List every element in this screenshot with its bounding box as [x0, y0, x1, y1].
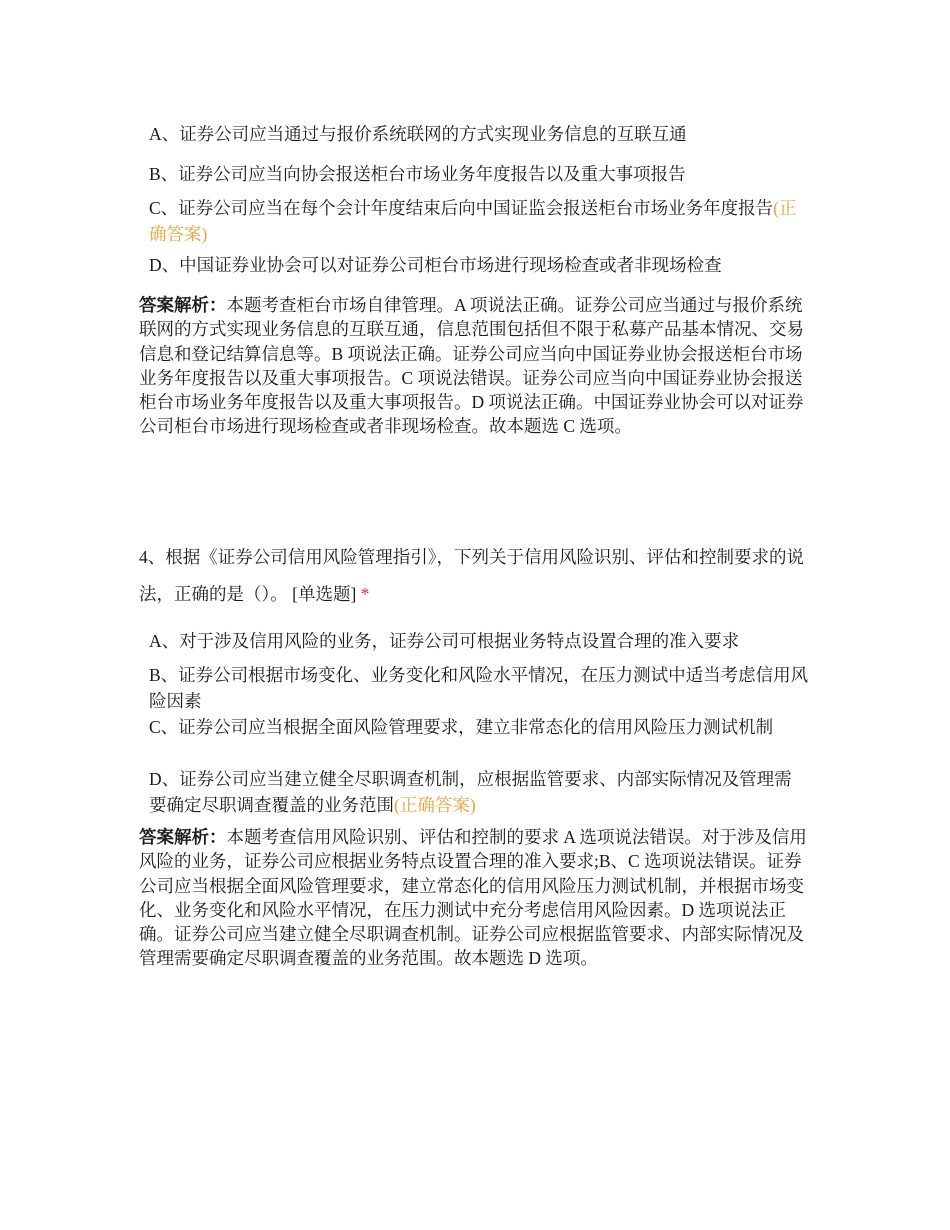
option-text: B、证券公司根据市场变化、业务变化和风险水平情况，在压力测试中适当考虑信用风险因素 — [149, 665, 809, 711]
option-text: A、证券公司应当通过与报价系统联网的方式实现业务信息的互联互通 — [149, 124, 687, 144]
q4-option-a[interactable] — [149, 628, 809, 654]
question-type: [单选题] — [292, 584, 357, 604]
q4-option-b[interactable] — [149, 662, 809, 714]
q3-option-a[interactable] — [149, 121, 809, 147]
required-mark: * — [360, 584, 370, 604]
analysis-text: 本题考查信用风险识别、评估和控制的要求 A 选项说法错误。对于涉及信用风险的业务，证券公司应根据业务特点设置合理的准入要求;B、C 选项说法错误。证券公司应当根据全面风险管理要求，建立常态化的信用风险压力测试机制，并根据市场变化、业务变化和风险水平情况，在压力测试中充分考虑信用风险因素。D 选项说法正确。证券公司应当建立健全尽职调查机制。证券公司应根据监管要求、内部实际情况及管理需要确定尽职调查覆盖的业务范围。故本题选 D 选项。 — [139, 827, 807, 969]
q4-question — [139, 539, 809, 613]
option-text: B、证券公司应当向协会报送柜台市场业务年度报告以及重大事项报告 — [149, 164, 686, 184]
q4-analysis — [139, 825, 814, 971]
option-text: C、证券公司应当在每个会计年度结束后向中国证监会报送柜台市场业务年度报告 — [149, 198, 774, 218]
q3-option-d[interactable] — [149, 252, 809, 278]
option-text: A、对于涉及信用风险的业务，证券公司可根据业务特点设置合理的准入要求 — [149, 631, 740, 651]
correct-answer-tag: (正确答案) — [394, 795, 476, 815]
q4-option-d[interactable] — [149, 766, 809, 818]
q3-analysis — [139, 293, 814, 439]
option-text: C、证券公司应当根据全面风险管理要求，建立非常态化的信用风险压力测试机制 — [149, 717, 774, 737]
q4-option-c[interactable] — [149, 714, 809, 740]
analysis-label: 答案解析： — [139, 295, 227, 315]
correct-answer-tag: (正确答案) — [149, 198, 797, 244]
analysis-text: 本题考查柜台市场自律管理。A 项说法正确。证券公司应当通过与报价系统联网的方式实现业务信息的互联互通，信息范围包括但不限于私募产品基本情况、交易信息和登记结算信息等。B 项说法正确。证券公司应当向中国证券业协会报送柜台市场业务年度报告以及重大事项报告。C 项说法错误。证券公司应当向中国证券业协会报送柜台市场业务年度报告以及重大事项报告。D 项说法正确。中国证券业协会可以对证券公司柜台市场进行现场检查或者非现场检查。故本题选 C 选项。 — [139, 295, 804, 437]
question-text: 4、根据《证券公司信用风险管理指引》，下列关于信用风险识别、评估和控制要求的说法，正确的是（）。 — [139, 547, 804, 604]
option-text: D、证券公司应当建立健全尽职调查机制，应根据监管要求、内部实际情况及管理需要确定尽职调查覆盖的业务范围 — [149, 769, 792, 815]
q3-option-c[interactable] — [149, 195, 809, 247]
q3-option-b[interactable] — [149, 161, 809, 187]
analysis-label: 答案解析： — [139, 827, 227, 847]
option-text: D、中国证券业协会可以对证券公司柜台市场进行现场检查或者非现场检查 — [149, 255, 722, 275]
